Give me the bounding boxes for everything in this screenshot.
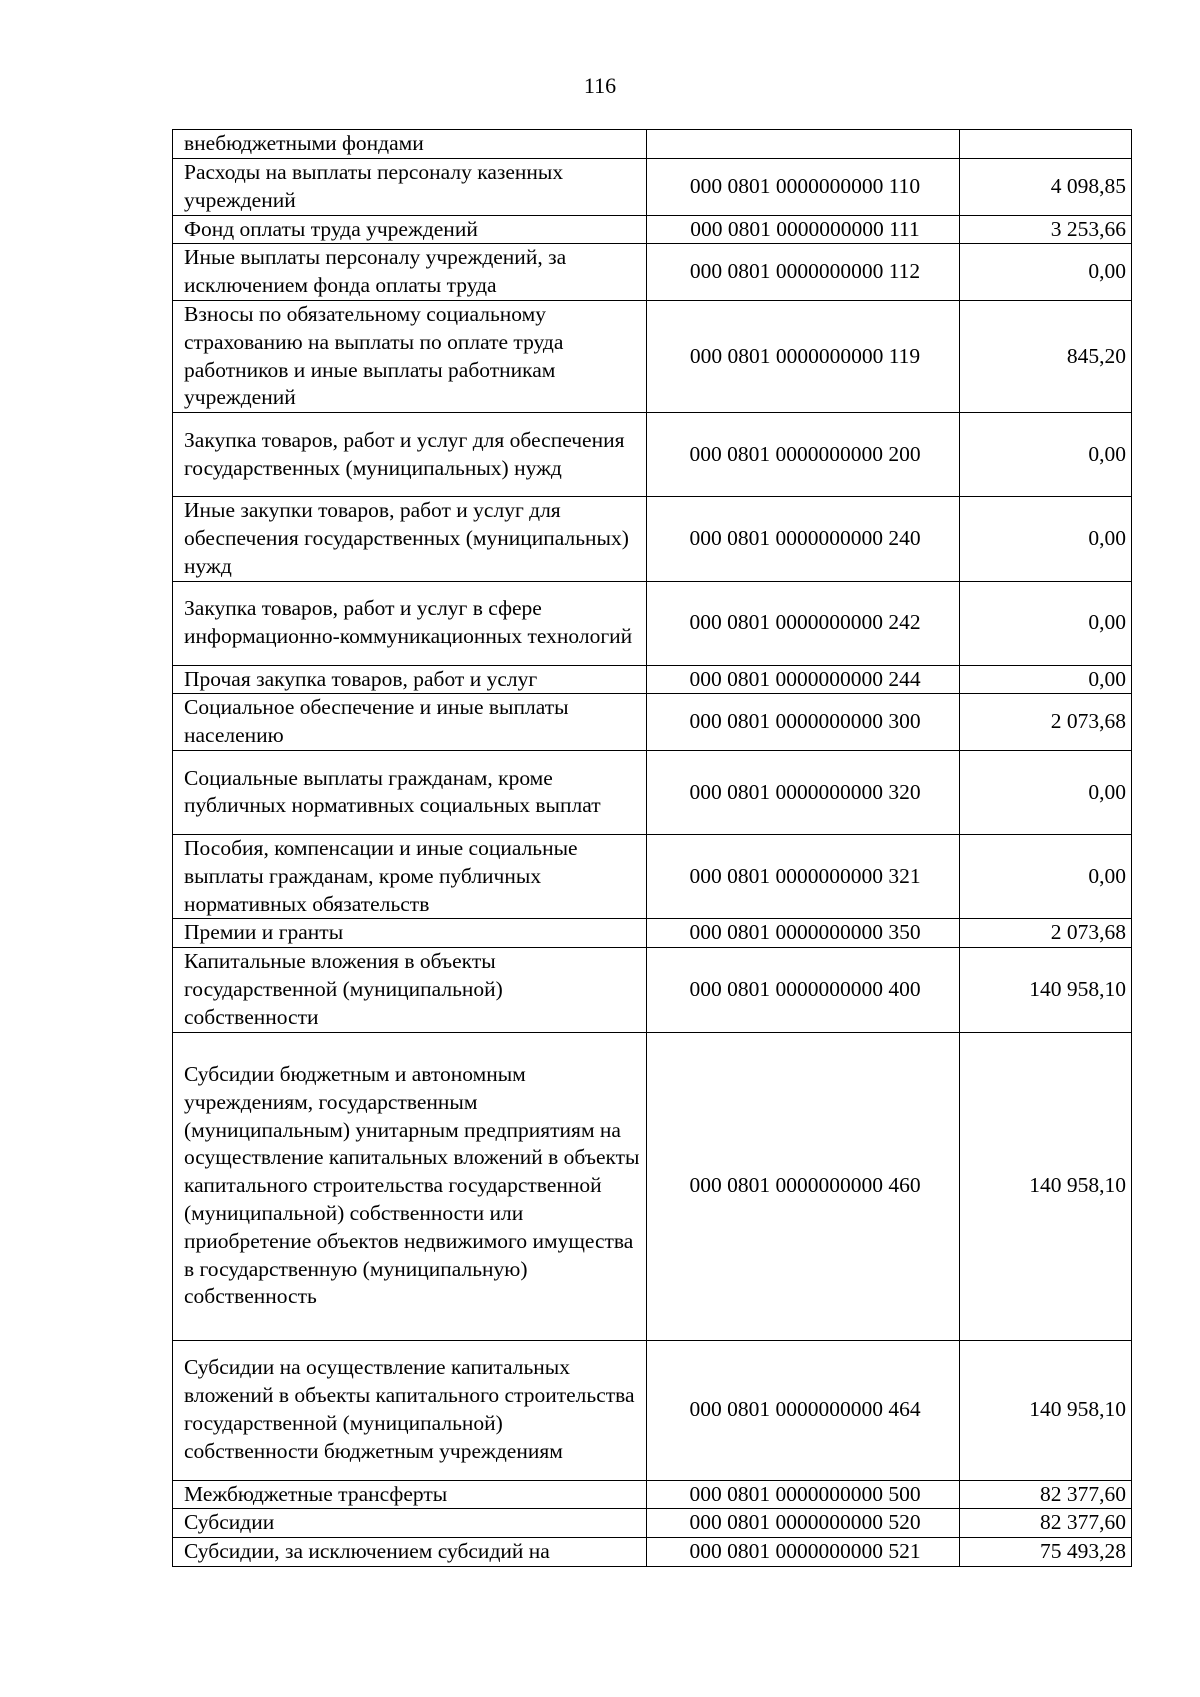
page-number: 116 [583, 73, 617, 98]
budget-code-cell: 000 0801 0000000000 520 [647, 1509, 960, 1538]
expense-name-cell: Иные закупки товаров, работ и услуг для обеспечения государственных (муниципальных) нужд [173, 497, 647, 581]
expense-name-cell: Межбюджетные трансферты [173, 1480, 647, 1509]
amount-cell: 4 098,85 [960, 159, 1132, 216]
budget-table-body [173, 130, 1132, 1567]
budget-code-cell: 000 0801 0000000000 242 [647, 581, 960, 665]
expense-name-cell: Прочая закупка товаров, работ и услуг [173, 665, 647, 694]
table-row [173, 1032, 1132, 1340]
table-row [173, 919, 1132, 948]
expense-name-cell: Субсидии бюджетным и автономным учреждениям, государственным (муниципальным) унитарным предприятиям на осуществление капитальных вложений в объекты капитального строительства государственной (муниципальной) собственности или приобретение объектов недвижимого имущества в государственную (муниципальную) собственность [173, 1032, 647, 1340]
budget-code-cell: 000 0801 0000000000 300 [647, 694, 960, 751]
amount-cell [960, 130, 1132, 159]
table-row [173, 413, 1132, 497]
budget-code-cell: 000 0801 0000000000 240 [647, 497, 960, 581]
table-row [173, 300, 1132, 412]
amount-cell: 140 958,10 [960, 1032, 1132, 1340]
amount-cell: 0,00 [960, 413, 1132, 497]
table-row [173, 948, 1132, 1032]
table-row [173, 244, 1132, 301]
expense-name-cell: Закупка товаров, работ и услуг в сфере информационно-коммуникационных технологий [173, 581, 647, 665]
table-row [173, 1480, 1132, 1509]
amount-cell: 82 377,60 [960, 1480, 1132, 1509]
table-row [173, 1509, 1132, 1538]
expense-name-cell: Фонд оплаты труда учреждений [173, 215, 647, 244]
table-row [173, 130, 1132, 159]
budget-code-cell: 000 0801 0000000000 460 [647, 1032, 960, 1340]
budget-code-cell: 000 0801 0000000000 110 [647, 159, 960, 216]
amount-cell: 0,00 [960, 750, 1132, 834]
budget-code-cell: 000 0801 0000000000 244 [647, 665, 960, 694]
amount-cell: 0,00 [960, 497, 1132, 581]
amount-cell: 140 958,10 [960, 1340, 1132, 1480]
expense-name-cell: Субсидии, за исключением субсидий на [173, 1538, 647, 1567]
expense-name-cell: Социальные выплаты гражданам, кроме публичных нормативных социальных выплат [173, 750, 647, 834]
budget-code-cell [647, 130, 960, 159]
amount-cell: 140 958,10 [960, 948, 1132, 1032]
budget-code-cell: 000 0801 0000000000 321 [647, 834, 960, 918]
expense-name-cell: Субсидии [173, 1509, 647, 1538]
budget-code-cell: 000 0801 0000000000 400 [647, 948, 960, 1032]
expense-name-cell: Социальное обеспечение и иные выплаты населению [173, 694, 647, 751]
amount-cell: 0,00 [960, 581, 1132, 665]
table-row [173, 665, 1132, 694]
expense-name-cell: Закупка товаров, работ и услуг для обеспечения государственных (муниципальных) нужд [173, 413, 647, 497]
expense-name-cell: Иные выплаты персоналу учреждений, за исключением фонда оплаты труда [173, 244, 647, 301]
expense-name-cell: Пособия, компенсации и иные социальные выплаты гражданам, кроме публичных нормативных обязательств [173, 834, 647, 918]
table-row [173, 750, 1132, 834]
budget-code-cell: 000 0801 0000000000 464 [647, 1340, 960, 1480]
budget-code-cell: 000 0801 0000000000 112 [647, 244, 960, 301]
budget-table [172, 129, 1132, 1567]
budget-code-cell: 000 0801 0000000000 350 [647, 919, 960, 948]
budget-code-cell: 000 0801 0000000000 111 [647, 215, 960, 244]
budget-code-cell: 000 0801 0000000000 320 [647, 750, 960, 834]
expense-name-cell: Расходы на выплаты персоналу казенных учреждений [173, 159, 647, 216]
budget-code-cell: 000 0801 0000000000 521 [647, 1538, 960, 1567]
amount-cell: 3 253,66 [960, 215, 1132, 244]
table-row [173, 834, 1132, 918]
budget-code-cell: 000 0801 0000000000 500 [647, 1480, 960, 1509]
budget-code-cell: 000 0801 0000000000 119 [647, 300, 960, 412]
expense-name-cell: Субсидии на осуществление капитальных вложений в объекты капитального строительства государственной (муниципальной) собственности бюджетным учреждениям [173, 1340, 647, 1480]
table-row [173, 1538, 1132, 1567]
amount-cell: 82 377,60 [960, 1509, 1132, 1538]
table-row [173, 497, 1132, 581]
amount-cell: 2 073,68 [960, 919, 1132, 948]
amount-cell: 0,00 [960, 244, 1132, 301]
table-row [173, 1340, 1132, 1480]
amount-cell: 0,00 [960, 834, 1132, 918]
expense-name-cell: внебюджетными фондами [173, 130, 647, 159]
expense-name-cell: Премии и гранты [173, 919, 647, 948]
table-row [173, 581, 1132, 665]
amount-cell: 75 493,28 [960, 1538, 1132, 1567]
expense-name-cell: Капитальные вложения в объекты государственной (муниципальной) собственности [173, 948, 647, 1032]
table-row [173, 159, 1132, 216]
amount-cell: 2 073,68 [960, 694, 1132, 751]
amount-cell: 0,00 [960, 665, 1132, 694]
table-row [173, 694, 1132, 751]
table-row [173, 215, 1132, 244]
budget-code-cell: 000 0801 0000000000 200 [647, 413, 960, 497]
amount-cell: 845,20 [960, 300, 1132, 412]
expense-name-cell: Взносы по обязательному социальному страхованию на выплаты по оплате труда работников и иные выплаты работникам учреждений [173, 300, 647, 412]
